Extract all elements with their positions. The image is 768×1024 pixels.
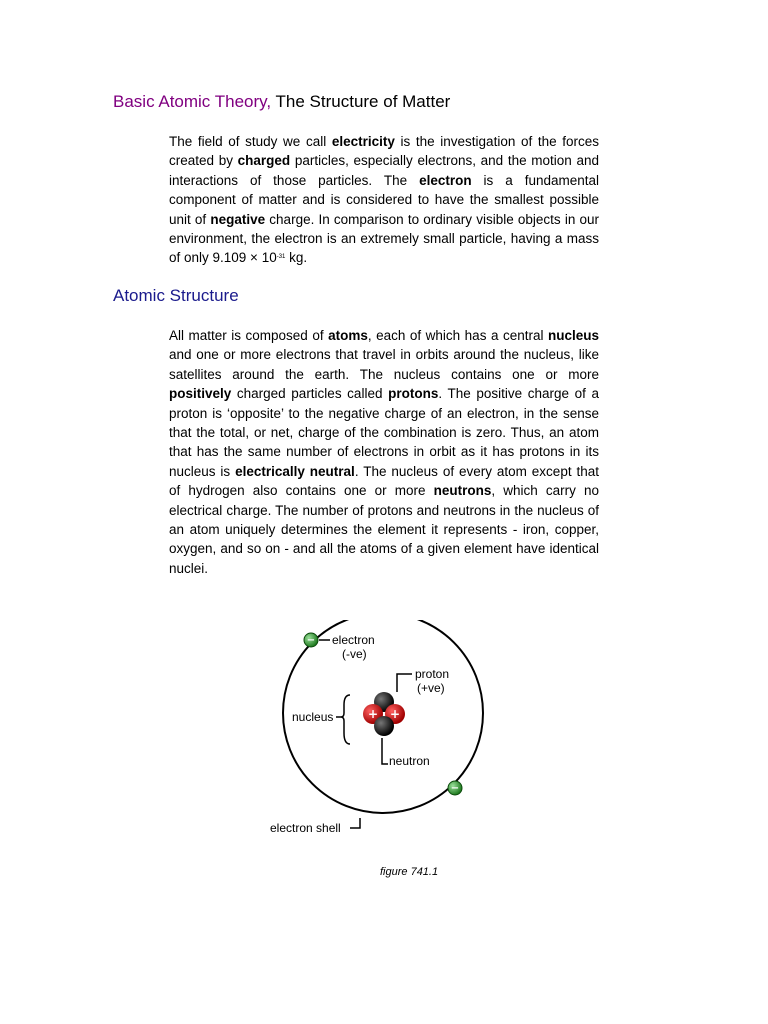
text: charged particles called (231, 386, 389, 402)
bold-term: electricity (331, 134, 395, 149)
proton-label: proton (415, 667, 450, 681)
text: charge. In comparison to ordinary visible objects in our environment, the electron is an extremely small particle, having a mass of only 9.109 × 10 (169, 211, 599, 266)
plus-sign: + (367, 707, 379, 721)
bold-term: nucleus (547, 328, 599, 343)
bold-term: neutrons (433, 483, 492, 499)
text: The field of study we call (169, 134, 332, 149)
neutron-label: neutron (389, 754, 430, 768)
electron-label: electron (332, 633, 375, 647)
nucleus-bracket (341, 695, 350, 744)
text: and one or more electrons that travel in orbits around the nucleus, like satellites around the earth. The nucleus contains one or more (169, 347, 599, 382)
intro-paragraph (169, 132, 599, 268)
text: particles, especially electrons, and the motion and interactions of those particles. The (169, 153, 599, 188)
atomic-structure-paragraph (169, 326, 599, 578)
bold-term: electrically neutral (235, 463, 355, 479)
proton-charge-label: (+ve) (417, 681, 445, 695)
electron-charge-label: (-ve) (342, 647, 367, 661)
bold-term: electron (419, 172, 472, 188)
text: , which carry no electrical charge. The number of protons and neutrons in the nucleus of an atom uniquely determines the element it represents - iron, copper, oxygen, and so on - and all the atoms of a given element have identical nuclei. (169, 483, 599, 576)
plus-sign: + (389, 707, 401, 721)
title-part2: The Structure of Matter (271, 92, 451, 111)
text: , each of which has a central (367, 328, 548, 343)
text: kg. (285, 250, 308, 266)
bold-term: positively (169, 386, 232, 402)
text: is the investigation of the forces created by (169, 134, 600, 169)
bold-term: charged (237, 153, 291, 169)
bold-term: negative (210, 211, 266, 227)
atom-diagram (264, 620, 504, 845)
electron-bottom (448, 781, 462, 795)
nucleus-label: nucleus (292, 710, 334, 724)
nucleus-cluster (363, 692, 405, 736)
electron-top (304, 633, 318, 647)
exponent: -31 (276, 254, 286, 261)
bold-term: protons (388, 386, 439, 402)
minus-sign: − (450, 783, 460, 794)
text: All matter is composed of (169, 328, 329, 343)
page-title (113, 92, 450, 112)
text: is a fundamental component of matter and is considered to have the smallest possible unit of (169, 172, 599, 227)
minus-sign: − (306, 635, 316, 646)
electron-shell-label: electron shell (270, 821, 341, 835)
section-heading: Atomic Structure (113, 286, 239, 305)
figure-caption: figure 741.1 (380, 866, 439, 878)
title-part1: Basic Atomic Theory, (113, 92, 272, 111)
bold-term: atoms (328, 328, 368, 343)
text: . The nucleus of every atom except that of hydrogen also contains one or more (169, 463, 599, 499)
text: . The positive charge of a proton is ‘opposite’ to the negative charge of an electron, in the sense that the total, or net, charge of the combination is zero. Thus, an atom that has the same number of electrons in orbit as it has protons in its nucleus is (169, 386, 599, 479)
